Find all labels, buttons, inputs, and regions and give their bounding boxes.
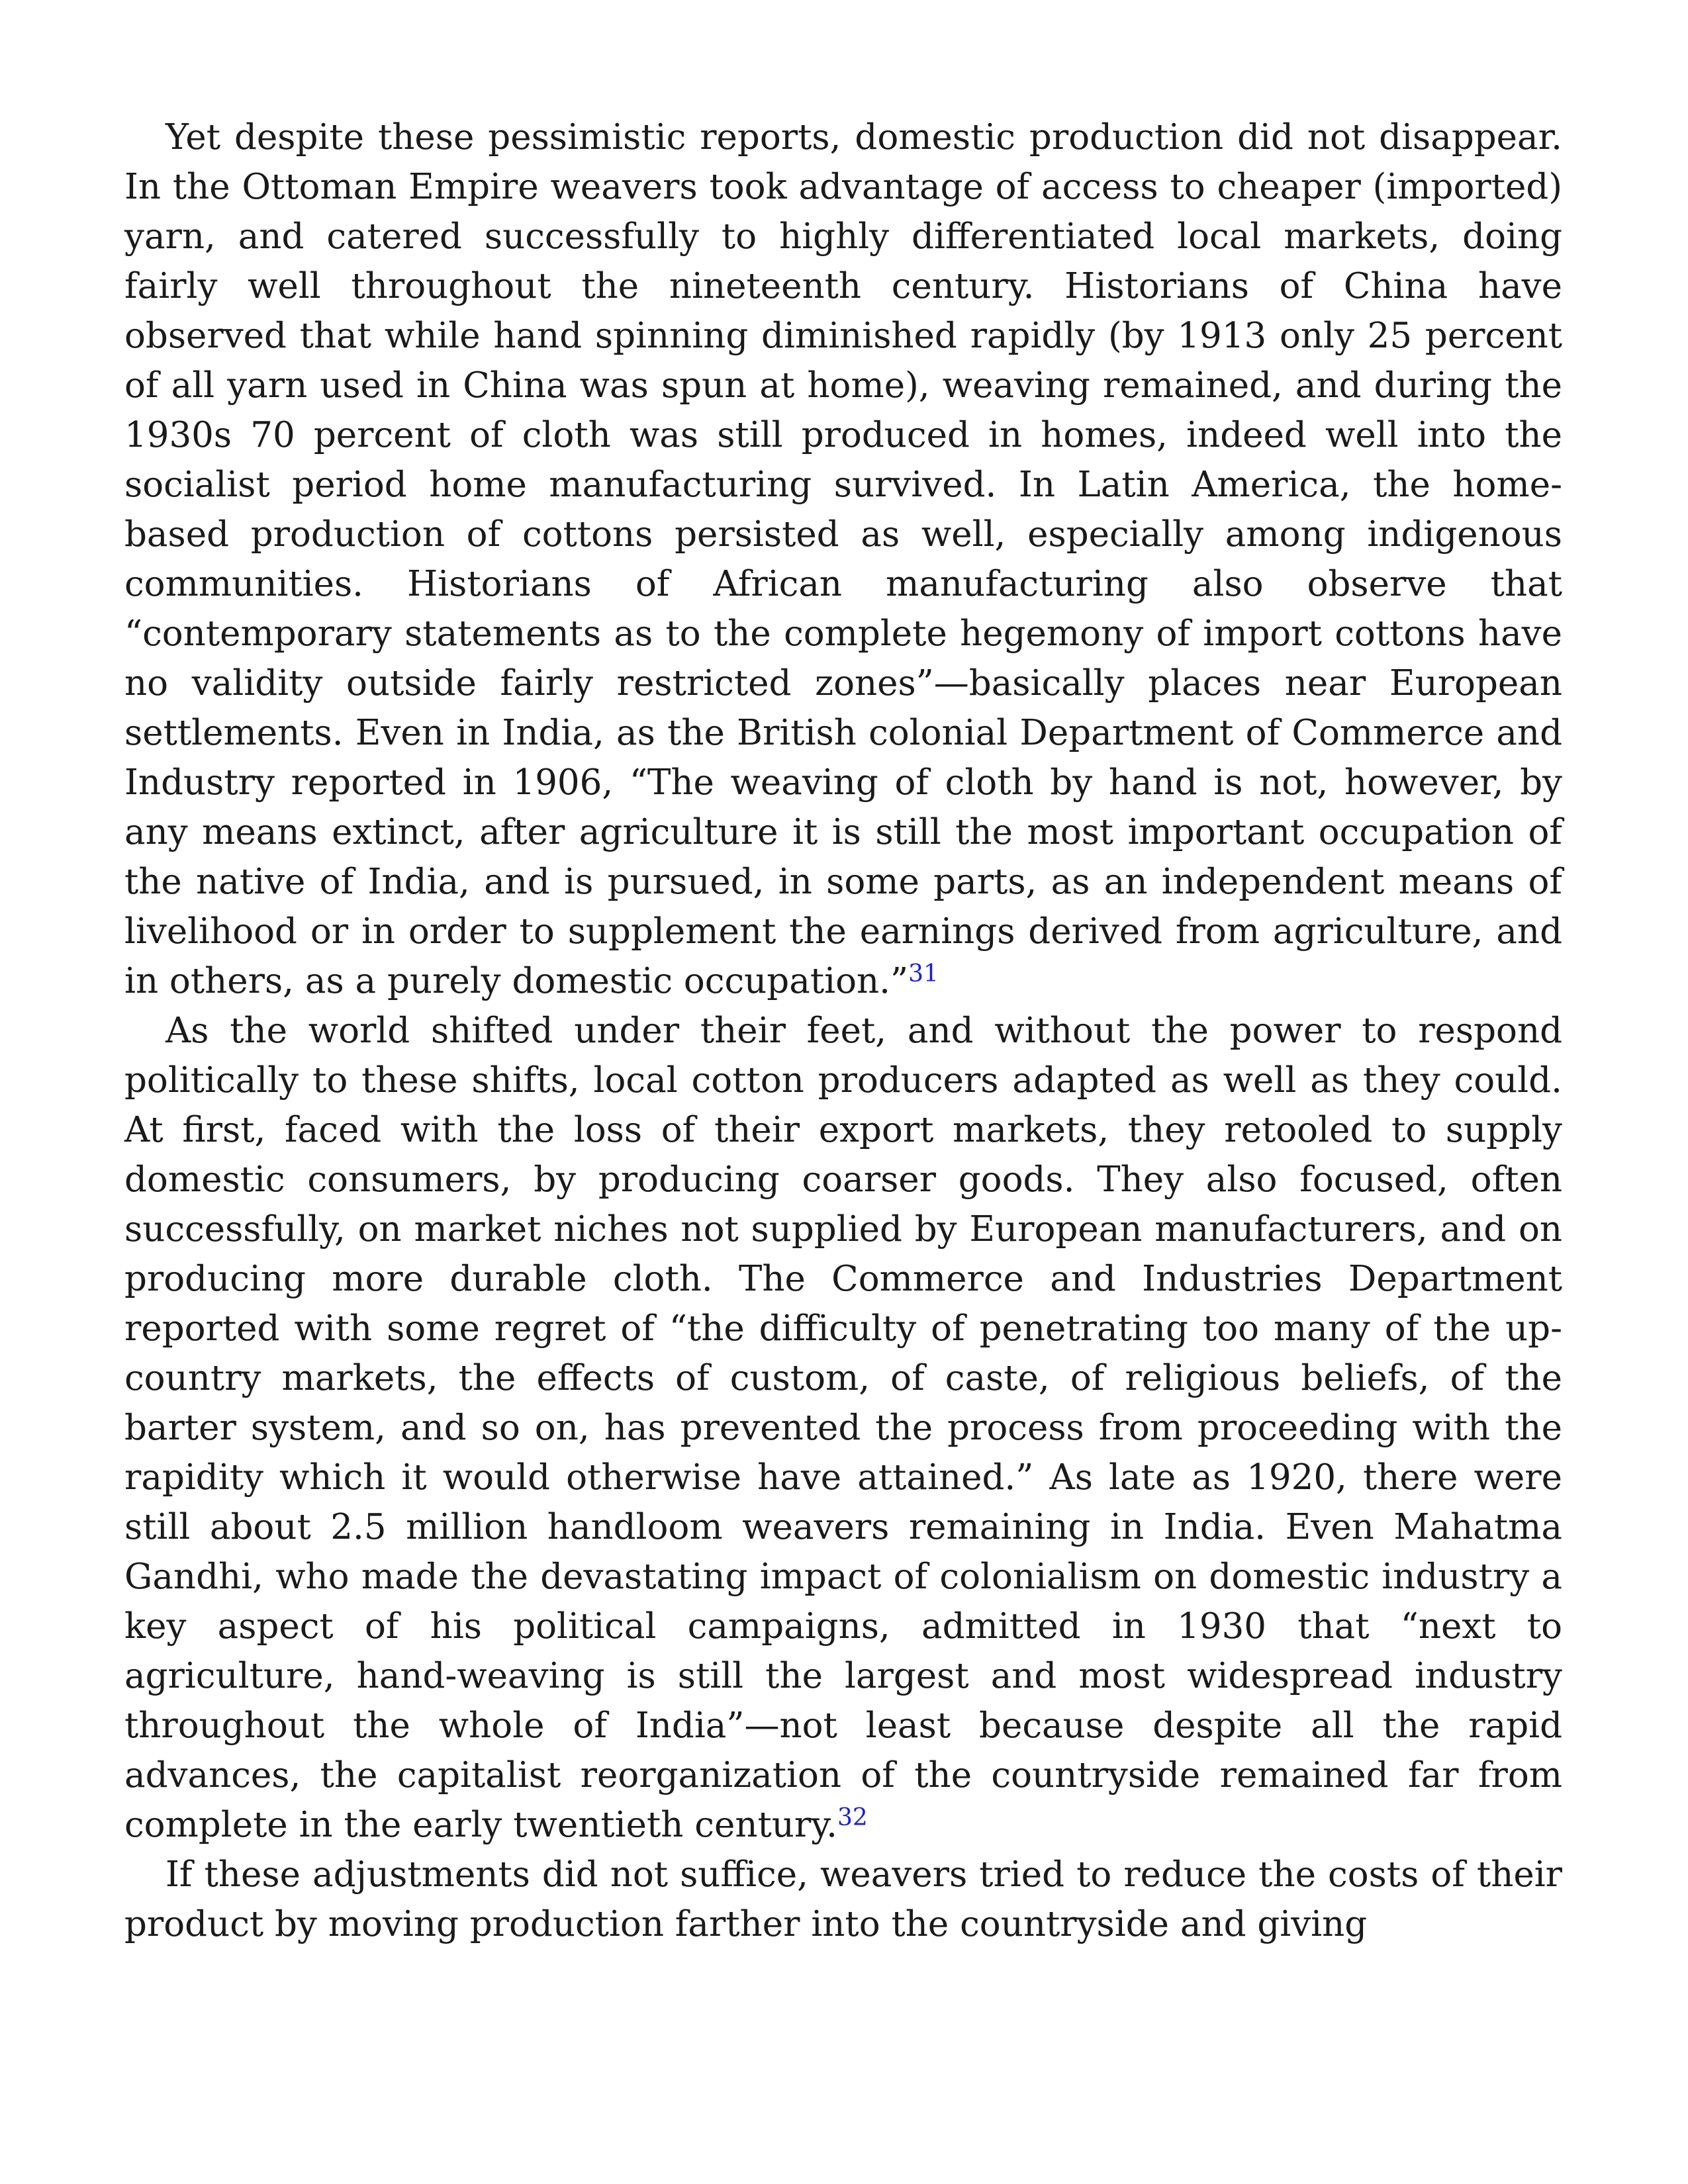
footnote-link-32[interactable]: 32 — [837, 1804, 868, 1831]
footnote-link-31[interactable]: 31 — [908, 960, 939, 987]
paragraph-2-text: As the world shifted under their feet, and without the power to respond politically to these shifts, local cotton producers adapted as well as they could. At first, faced with the loss of their export markets, they retooled to supply domestic consumers, by producing coarser goods. They also focused, often successfully, on market niches not supplied by European manufacturers, and on producing more durable cloth. The Commerce and Industries Department reported with some regret of “the difficulty of penetrating too many of the up-country markets, the effects of custom, of caste, of religious beliefs, of the barter system, and so on, has prevented the process from proceeding with the rapidity which it would otherwise have attained.” As late as 1920, there were still about 2.5 million handloom weavers remaining in India. Even Mahatma Gandhi, who made the devastating impact of colonialism on domestic industry a key aspect of his political campaigns, admitted in 1930 that “next to agriculture, hand-weaving is still the largest and most widespread industry throughout the whole of India”—not least because despite all the rapid advances, the capitalist reorganization of the countryside remained far from complete in the early twentieth century. — [124, 1011, 1562, 1845]
paragraph-1 — [124, 113, 1562, 1006]
page-body — [124, 113, 1562, 1949]
paragraph-3 — [124, 1850, 1562, 1949]
paragraph-1-text: Yet despite these pessimistic reports, domestic production did not disappear. In the Ottoman Empire weavers took advantage of access to cheaper (imported) yarn, and catered successfully to highly differentiated local markets, doing fairly well throughout the nineteenth century. Historians of China have observed that while hand spinning diminished rapidly (by 1913 only 25 percent of all yarn used in China was spun at home), weaving remained, and during the 1930s 70 percent of cloth was still produced in homes, indeed well into the socialist period home manufacturing survived. In Latin America, the home-based production of cottons persisted as well, especially among indigenous communities. Historians of African manufacturing also observe that “contemporary statements as to the complete hegemony of import cottons have no validity outside fairly restricted zones”—basically places near European settlements. Even in India, as the British colonial Department of Commerce and Industry reported in 1906, “The weaving of cloth by hand is not, however, by any means extinct, after agriculture it is still the most important occupation of the native of India, and is pursued, in some parts, as an independent means of livelihood or in order to supplement the earnings derived from agriculture, and in others, as a purely domestic occupation.” — [124, 117, 1562, 1001]
paragraph-2 — [124, 1006, 1562, 1850]
paragraph-3-text: If these adjustments did not suffice, weavers tried to reduce the costs of their product by moving production farther into the countryside and giving — [124, 1854, 1562, 1944]
